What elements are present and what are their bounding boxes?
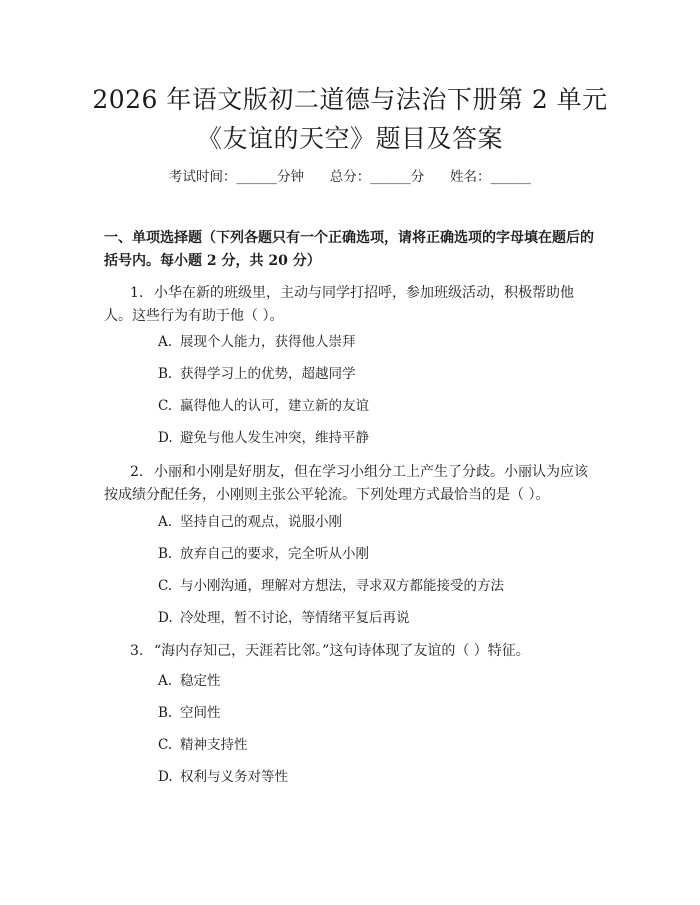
question-1 — [104, 282, 601, 328]
option-letter: C. — [158, 578, 173, 594]
option-text: 冷处理，暂不讨论，等情绪平复后再说 — [180, 610, 410, 626]
option-letter: D. — [158, 769, 173, 785]
option-letter: D. — [158, 610, 173, 626]
option-letter: A. — [158, 514, 173, 530]
option-text: 空间性 — [180, 705, 221, 721]
question-3-option-c — [158, 735, 598, 755]
question-2-option-a — [158, 512, 598, 532]
option-text: 与小刚沟通，理解对方想法，寻求双方都能接受的方法 — [180, 578, 504, 594]
option-text: 稳定性 — [180, 673, 221, 689]
question-stem: 小华在新的班级里，主动与同学打招呼，参加班级活动，积极帮助他人。这些行为有助于他（ ）。 — [104, 285, 574, 324]
document-title-line-2: 《友谊的天空》题目及答案 — [196, 124, 503, 153]
question-3-option-d — [158, 767, 598, 787]
question-1-option-d — [158, 428, 598, 448]
exam-info-line: 考试时间：______分钟 总分：______分 姓名：______ — [169, 169, 531, 185]
option-letter: A. — [158, 673, 173, 689]
question-1-option-b — [158, 364, 598, 384]
option-text: 精神支持性 — [180, 737, 248, 753]
question-2-option-c — [158, 576, 598, 596]
question-stem: “海内存知己，天涯若比邻。”这句诗体现了友谊的（ ）特征。 — [154, 643, 530, 659]
option-letter: C. — [158, 398, 173, 414]
question-1-option-a — [158, 332, 598, 352]
question-1-option-c — [158, 396, 598, 416]
question-3 — [104, 640, 601, 663]
option-letter: D. — [158, 430, 173, 446]
question-stem: 小丽和小刚是好朋友，但在学习小组分工上产生了分歧。小丽认为应该按成绩分配任务，小刚则主张公平轮流。下列处理方式最恰当的是（ ）。 — [104, 464, 588, 503]
question-number: 2. — [130, 464, 144, 480]
option-letter: B. — [158, 705, 173, 721]
question-2-option-d — [158, 608, 598, 628]
option-letter: B. — [158, 366, 173, 382]
option-text: 权利与义务对等性 — [180, 769, 288, 785]
section-heading: 一、单项选择题（下列各题只有一个正确选项，请将正确选项的字母填在题后的括号内。每小题 2 分，共 20 分） — [104, 230, 594, 269]
option-letter: A. — [158, 334, 173, 350]
question-2 — [104, 461, 601, 507]
question-number: 3. — [130, 643, 144, 659]
option-text: 避免与他人发生冲突，维持平静 — [180, 430, 369, 446]
option-letter: C. — [158, 737, 173, 753]
option-letter: B. — [158, 546, 173, 562]
question-2-option-b — [158, 544, 598, 564]
question-number: 1. — [130, 285, 144, 301]
option-text: 获得学习上的优势，超越同学 — [180, 366, 356, 382]
document-title-line-1: 2026 年语文版初二道德与法治下册第 2 单元 — [92, 85, 608, 114]
question-3-option-a — [158, 671, 598, 691]
option-text: 坚持自己的观点，说服小刚 — [180, 514, 342, 530]
question-3-option-b — [158, 703, 598, 723]
option-text: 赢得他人的认可，建立新的友谊 — [180, 398, 369, 414]
option-text: 展现个人能力，获得他人崇拜 — [180, 334, 356, 350]
option-text: 放弃自己的要求，完全听从小刚 — [180, 546, 369, 562]
